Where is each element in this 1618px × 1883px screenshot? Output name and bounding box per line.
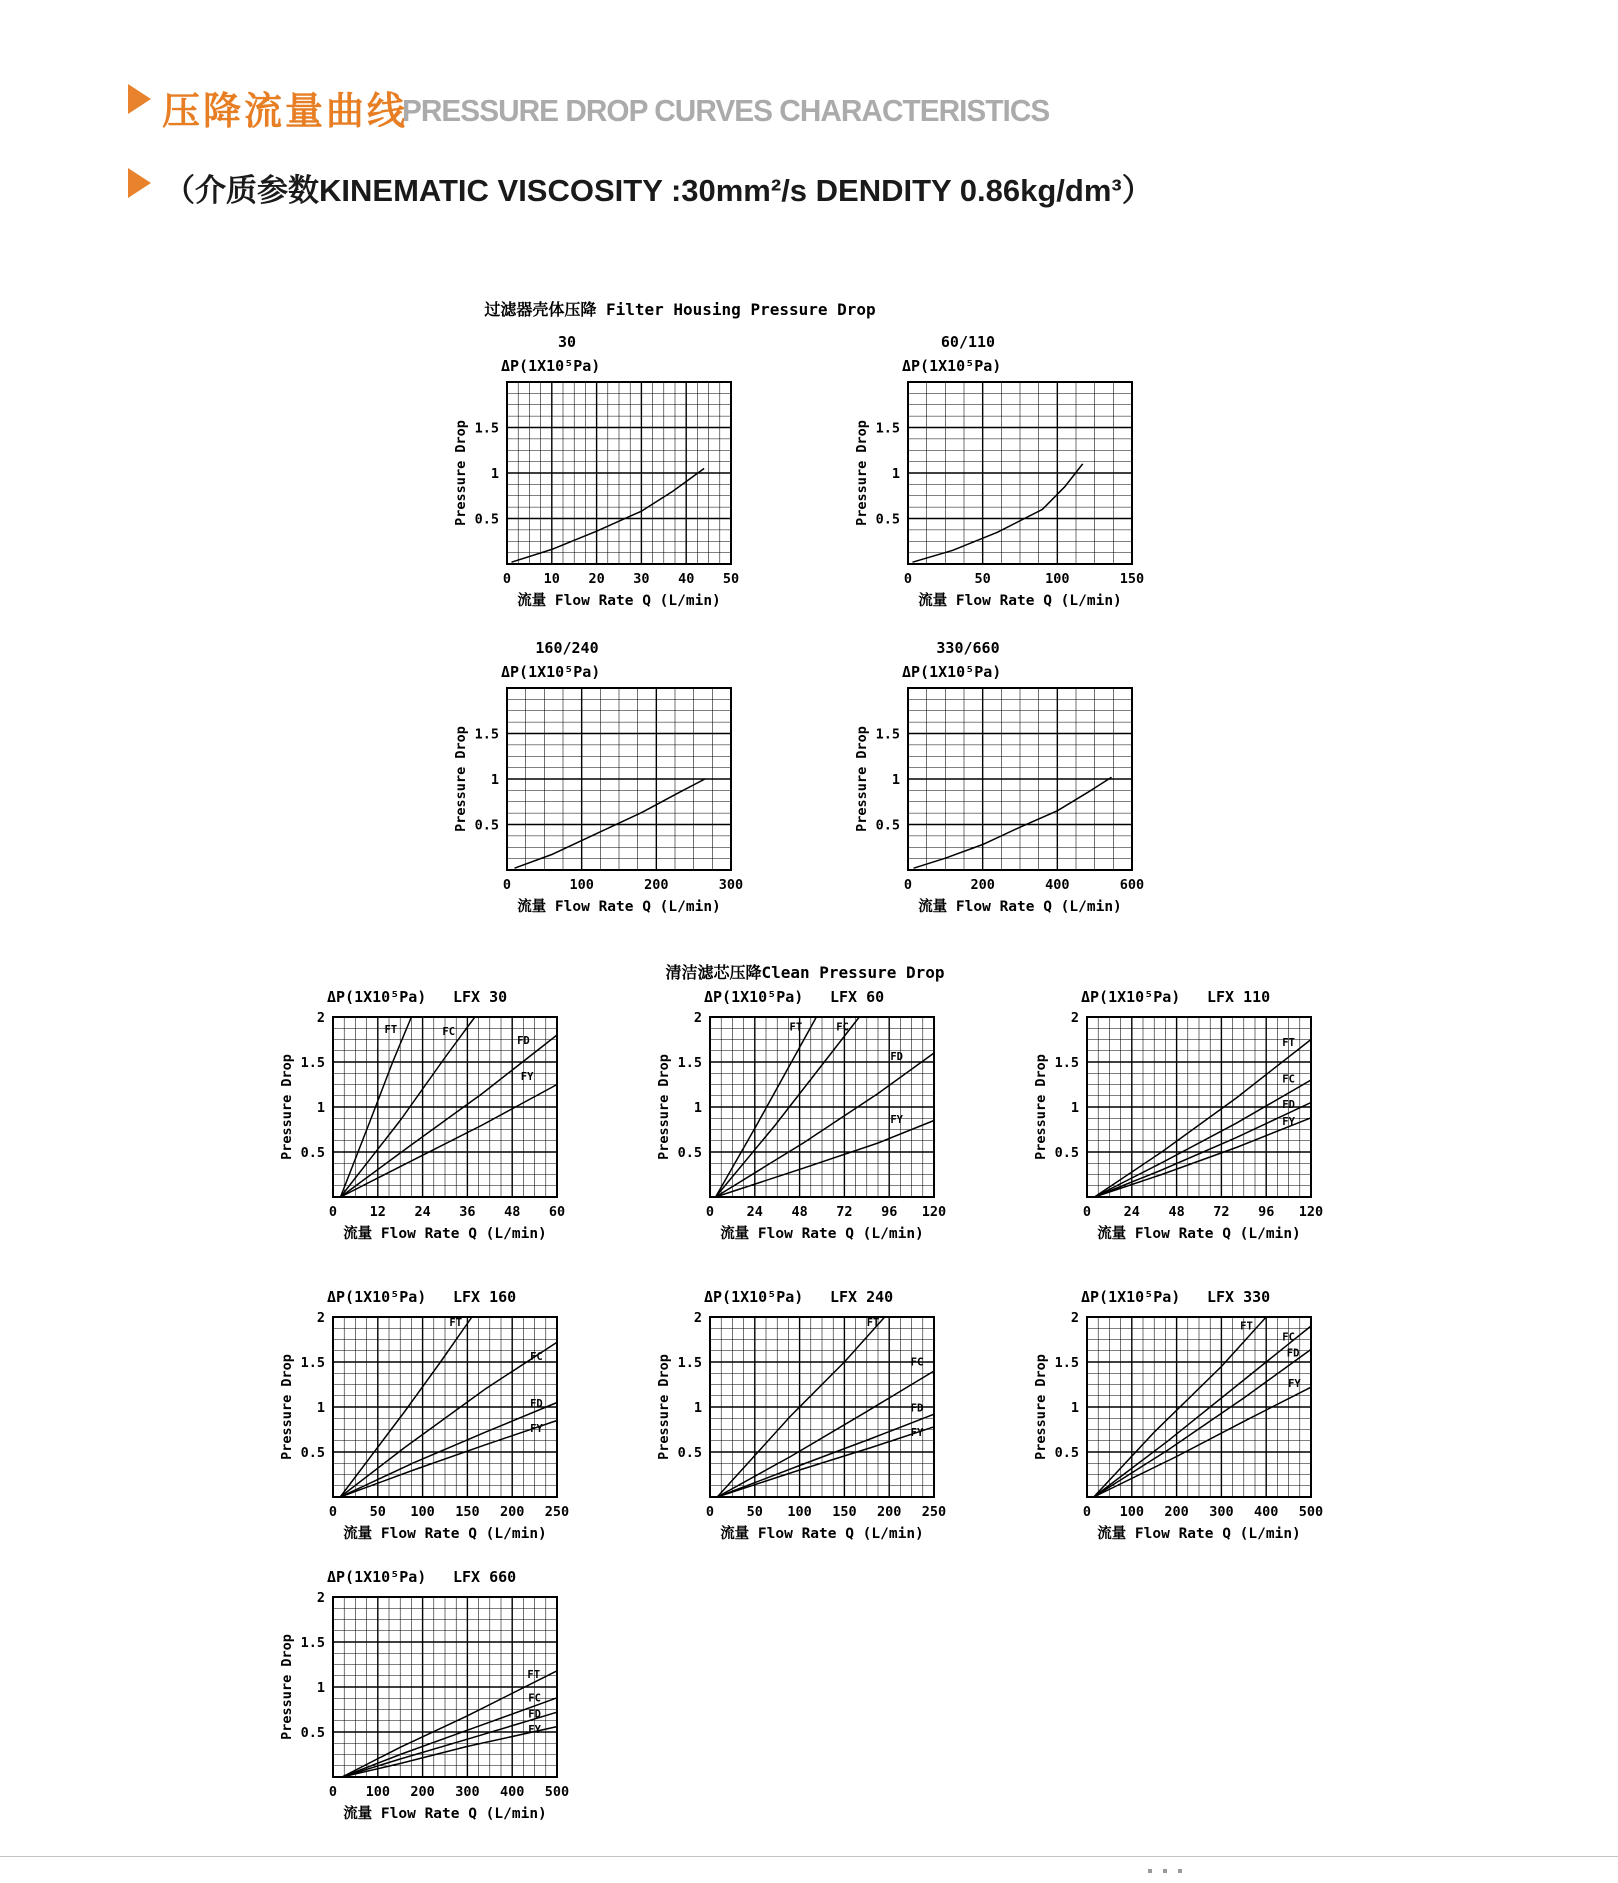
x-tick-label: 24 xyxy=(746,1204,763,1220)
series-label-FT: FT xyxy=(866,1317,880,1329)
y-tick-label: 0.5 xyxy=(677,1145,702,1161)
delta-p-label: ΔP(1X10⁵Pa) xyxy=(902,663,1002,681)
x-tick-label: 48 xyxy=(791,1204,808,1220)
x-tick-label: 200 xyxy=(644,877,669,893)
series-label-FY: FY xyxy=(1288,1378,1301,1391)
y-tick-label: 1.5 xyxy=(474,420,499,437)
y-tick-label: 0.5 xyxy=(300,1725,325,1741)
chart-plot xyxy=(271,1010,569,1243)
x-tick-label: 300 xyxy=(455,1784,480,1800)
chart-variant-label: 60/110 xyxy=(940,333,996,351)
x-tick-label: 0 xyxy=(705,1504,715,1520)
chart-model-label: LFX 660 xyxy=(453,1568,517,1586)
y-axis-title: Pressure Drop xyxy=(279,1054,295,1160)
series-label-FC: FC xyxy=(836,1021,849,1034)
delta-p-label: ΔP(1X10⁵Pa) xyxy=(501,663,601,681)
x-tick-label: 0 xyxy=(1082,1204,1092,1220)
x-axis-title: 流量 Flow Rate Q (L/min) xyxy=(517,593,721,609)
series-label-FY: FY xyxy=(910,1426,924,1439)
x-tick-label: 36 xyxy=(459,1204,476,1220)
chart-model-label: LFX 160 xyxy=(453,1288,517,1306)
x-tick-label: 100 xyxy=(569,877,594,893)
x-tick-label: 72 xyxy=(1213,1204,1230,1220)
y-tick-label: 1 xyxy=(891,772,900,788)
chart-lfx60 xyxy=(648,962,946,1243)
series-label-FD: FD xyxy=(910,1402,924,1415)
x-tick-label: 100 xyxy=(1119,1504,1144,1520)
x-tick-label: 48 xyxy=(1168,1204,1185,1220)
x-tick-label: 0 xyxy=(1082,1504,1092,1520)
x-axis-title: 流量 Flow Rate Q (L/min) xyxy=(918,899,1122,915)
delta-p-label: ΔP(1X10⁵Pa) xyxy=(501,357,601,375)
chart-model-label: LFX 330 xyxy=(1207,1288,1271,1306)
y-axis-title: Pressure Drop xyxy=(854,420,870,526)
x-tick-label: 150 xyxy=(1119,571,1145,587)
y-tick-label: 1.5 xyxy=(875,726,900,743)
y-tick-label: 1.5 xyxy=(677,1055,702,1071)
x-tick-label: 0 xyxy=(502,571,512,587)
series-label-FC: FC xyxy=(910,1356,924,1369)
delta-p-label: ΔP(1X10⁵Pa) xyxy=(327,1288,427,1306)
y-tick-label: 0.5 xyxy=(875,817,900,834)
series-label-FT: FT xyxy=(789,1021,803,1034)
x-tick-label: 250 xyxy=(544,1504,570,1520)
footer-mark-icon xyxy=(1148,1869,1152,1873)
y-tick-label: 2 xyxy=(316,1010,325,1026)
y-tick-label: 0.5 xyxy=(1054,1145,1079,1161)
y-tick-label: 2 xyxy=(1070,1310,1079,1326)
x-tick-label: 400 xyxy=(1045,877,1070,893)
x-tick-label: 0 xyxy=(903,877,913,893)
x-axis-title: 流量 Flow Rate Q (L/min) xyxy=(720,1226,924,1242)
y-axis-title: Pressure Drop xyxy=(854,726,870,832)
series-label-FC: FC xyxy=(442,1026,456,1038)
media-parameters-subtitle: （介质参数KINEMATIC VISCOSITY :30mm²/s DENDITY 0.86kg/dm³） xyxy=(164,173,1153,208)
chart-model-label: LFX 30 xyxy=(453,988,508,1006)
y-tick-label: 1.5 xyxy=(300,1635,325,1651)
x-tick-label: 250 xyxy=(921,1504,947,1520)
chart-plot xyxy=(1025,1310,1324,1543)
series-label-FC: FC xyxy=(1282,1331,1295,1344)
x-tick-label: 150 xyxy=(455,1504,480,1520)
x-tick-label: 30 xyxy=(633,571,650,587)
x-tick-label: 50 xyxy=(746,1504,763,1520)
x-axis-title: 流量 Flow Rate Q (L/min) xyxy=(1097,1226,1301,1242)
series-label-FY: FY xyxy=(890,1114,903,1127)
y-tick-label: 0.5 xyxy=(1054,1445,1079,1461)
y-axis-title: Pressure Drop xyxy=(1033,1054,1049,1160)
y-tick-label: 1 xyxy=(316,1400,325,1416)
x-tick-label: 10 xyxy=(543,571,560,587)
series-label-FY: FY xyxy=(520,1071,534,1083)
delta-p-label: ΔP(1X10⁵Pa) xyxy=(1081,1288,1181,1306)
y-tick-label: 1 xyxy=(693,1400,702,1416)
y-tick-label: 1 xyxy=(316,1680,325,1696)
y-axis-title: Pressure Drop xyxy=(453,420,469,526)
x-tick-label: 50 xyxy=(974,571,991,587)
y-axis-title: Pressure Drop xyxy=(279,1634,295,1740)
x-tick-label: 100 xyxy=(787,1504,812,1520)
y-tick-label: 0.5 xyxy=(300,1445,325,1461)
y-tick-label: 2 xyxy=(316,1310,325,1326)
chart-h30 xyxy=(445,327,743,610)
y-axis-title: Pressure Drop xyxy=(279,1354,295,1460)
x-tick-label: 0 xyxy=(903,571,913,587)
x-tick-label: 200 xyxy=(877,1504,902,1520)
series-label-FT: FT xyxy=(527,1669,541,1681)
delta-p-label: ΔP(1X10⁵Pa) xyxy=(704,988,804,1006)
chart-h160240 xyxy=(445,633,743,916)
x-tick-label: 300 xyxy=(718,877,744,893)
footer-mark-icon xyxy=(1163,1869,1167,1873)
y-tick-label: 1.5 xyxy=(875,420,900,437)
housing-section-title: 过滤器壳体压降 Filter Housing Pressure Drop xyxy=(484,300,876,319)
x-tick-label: 20 xyxy=(588,571,605,587)
y-axis-title: Pressure Drop xyxy=(656,1054,672,1160)
delta-p-label: ΔP(1X10⁵Pa) xyxy=(327,1568,427,1586)
x-tick-label: 500 xyxy=(544,1784,570,1800)
y-tick-label: 2 xyxy=(693,1310,702,1326)
y-tick-label: 1.5 xyxy=(677,1355,702,1371)
x-tick-label: 300 xyxy=(1209,1504,1234,1520)
x-tick-label: 200 xyxy=(410,1784,435,1800)
x-tick-label: 40 xyxy=(678,571,695,587)
x-tick-label: 200 xyxy=(1164,1504,1189,1520)
chart-lfx330 xyxy=(1025,1262,1323,1543)
y-tick-label: 0.5 xyxy=(677,1445,702,1461)
y-tick-label: 1 xyxy=(490,466,499,482)
series-label-FY: FY xyxy=(1282,1116,1295,1128)
x-tick-label: 0 xyxy=(328,1204,338,1220)
chart-lfx110 xyxy=(1025,962,1323,1243)
y-tick-label: 1.5 xyxy=(300,1355,325,1371)
x-tick-label: 100 xyxy=(365,1784,390,1800)
x-tick-label: 100 xyxy=(410,1504,435,1520)
x-tick-label: 50 xyxy=(369,1504,386,1520)
series-label-FD: FD xyxy=(517,1035,530,1047)
x-axis-title: 流量 Flow Rate Q (L/min) xyxy=(343,1226,547,1242)
y-tick-label: 1 xyxy=(1070,1100,1079,1116)
x-tick-label: 0 xyxy=(328,1504,338,1520)
series-label-FC: FC xyxy=(528,1692,541,1705)
x-tick-label: 0 xyxy=(502,877,512,893)
chart-h60110 xyxy=(846,327,1144,610)
delta-p-label: ΔP(1X10⁵Pa) xyxy=(902,357,1002,375)
x-tick-label: 96 xyxy=(1258,1204,1275,1220)
series-label-FY: FY xyxy=(528,1723,541,1736)
chart-lfx240 xyxy=(648,1262,946,1543)
series-label-FT: FT xyxy=(1240,1320,1253,1333)
chart-plot xyxy=(271,1590,570,1823)
delta-p-label: ΔP(1X10⁵Pa) xyxy=(704,1288,804,1306)
y-axis-title: Pressure Drop xyxy=(453,726,469,832)
y-tick-label: 2 xyxy=(1070,1010,1079,1026)
x-axis-title: 流量 Flow Rate Q (L/min) xyxy=(720,1526,924,1542)
series-label-FT: FT xyxy=(449,1317,463,1329)
chart-h330660 xyxy=(846,633,1144,916)
chart-plot xyxy=(648,1310,947,1543)
clean-section-title: 清洁滤芯压降Clean Pressure Drop xyxy=(665,963,945,982)
series-label-FD: FD xyxy=(890,1051,903,1064)
y-tick-label: 0.5 xyxy=(875,511,900,528)
x-axis-title: 流量 Flow Rate Q (L/min) xyxy=(343,1526,547,1542)
chart-plot xyxy=(445,382,743,610)
x-tick-label: 500 xyxy=(1298,1504,1324,1520)
series-label-FD: FD xyxy=(1286,1347,1300,1360)
x-tick-label: 60 xyxy=(548,1204,566,1220)
x-tick-label: 48 xyxy=(504,1204,521,1220)
chart-model-label: LFX 60 xyxy=(830,988,885,1006)
x-tick-label: 400 xyxy=(500,1784,525,1800)
page-title-en: PRESSURE DROP CURVES CHARACTERISTICS xyxy=(402,93,1050,128)
chart-plot xyxy=(1025,1010,1324,1243)
y-tick-label: 0.5 xyxy=(300,1145,325,1161)
x-axis-title: 流量 Flow Rate Q (L/min) xyxy=(1097,1526,1301,1542)
x-axis-title: 流量 Flow Rate Q (L/min) xyxy=(343,1806,547,1822)
y-tick-label: 1 xyxy=(1070,1400,1079,1416)
series-label-FD: FD xyxy=(530,1398,543,1410)
y-tick-label: 1.5 xyxy=(1054,1355,1079,1371)
chart-model-label: LFX 110 xyxy=(1207,988,1271,1006)
delta-p-label: ΔP(1X10⁵Pa) xyxy=(1081,988,1181,1006)
x-tick-label: 72 xyxy=(836,1204,853,1220)
x-tick-label: 200 xyxy=(500,1504,525,1520)
y-tick-label: 1 xyxy=(891,466,900,482)
x-tick-label: 120 xyxy=(1298,1204,1324,1220)
footer-mark-icon xyxy=(1178,1869,1182,1873)
chart-lfx160 xyxy=(271,1262,569,1543)
delta-p-label: ΔP(1X10⁵Pa) xyxy=(327,988,427,1006)
x-tick-label: 600 xyxy=(1119,877,1145,893)
y-tick-label: 1.5 xyxy=(300,1055,325,1071)
series-label-FC: FC xyxy=(530,1351,543,1364)
x-tick-label: 120 xyxy=(921,1204,947,1220)
chart-plot xyxy=(445,688,743,916)
x-tick-label: 100 xyxy=(1045,571,1070,587)
chart-plot xyxy=(846,382,1144,610)
series-label-FT: FT xyxy=(1282,1036,1295,1049)
chart-variant-label: 160/240 xyxy=(535,639,599,657)
x-tick-label: 12 xyxy=(369,1204,386,1220)
y-tick-label: 1 xyxy=(316,1100,325,1116)
x-axis-title: 流量 Flow Rate Q (L/min) xyxy=(918,593,1122,609)
series-label-FT: FT xyxy=(384,1024,398,1037)
x-tick-label: 0 xyxy=(328,1784,338,1800)
x-axis-title: 流量 Flow Rate Q (L/min) xyxy=(517,899,721,915)
series-label-FY: FY xyxy=(530,1423,543,1436)
chart-variant-label: 30 xyxy=(557,333,577,351)
y-tick-label: 0.5 xyxy=(474,511,499,528)
chart-plot xyxy=(648,1010,947,1243)
series-label-FD: FD xyxy=(528,1708,541,1721)
page-title-cn: 压降流量曲线 xyxy=(162,91,409,133)
x-tick-label: 24 xyxy=(414,1204,431,1220)
chart-lfx660 xyxy=(271,1542,569,1823)
x-tick-label: 400 xyxy=(1254,1504,1279,1520)
footer-divider xyxy=(0,1856,1618,1857)
y-tick-label: 1 xyxy=(693,1100,702,1116)
chart-plot xyxy=(271,1310,570,1543)
y-tick-label: 0.5 xyxy=(474,817,499,834)
y-tick-label: 2 xyxy=(693,1010,702,1026)
y-axis-title: Pressure Drop xyxy=(1033,1354,1049,1460)
x-tick-label: 200 xyxy=(970,877,995,893)
y-tick-label: 1.5 xyxy=(474,726,499,743)
y-tick-label: 2 xyxy=(316,1590,325,1606)
chart-lfx30 xyxy=(271,962,569,1243)
chart-plot xyxy=(846,688,1144,916)
series-label-FD: FD xyxy=(1282,1098,1295,1111)
x-tick-label: 150 xyxy=(832,1504,857,1520)
y-tick-label: 1.5 xyxy=(1054,1055,1079,1071)
x-tick-label: 50 xyxy=(722,571,740,587)
x-tick-label: 24 xyxy=(1123,1204,1140,1220)
chart-variant-label: 330/660 xyxy=(936,639,1000,657)
chart-model-label: LFX 240 xyxy=(830,1288,894,1306)
y-axis-title: Pressure Drop xyxy=(656,1354,672,1460)
x-tick-label: 96 xyxy=(881,1204,898,1220)
x-tick-label: 0 xyxy=(705,1204,715,1220)
y-tick-label: 1 xyxy=(490,772,499,788)
series-label-FC: FC xyxy=(1282,1073,1295,1086)
